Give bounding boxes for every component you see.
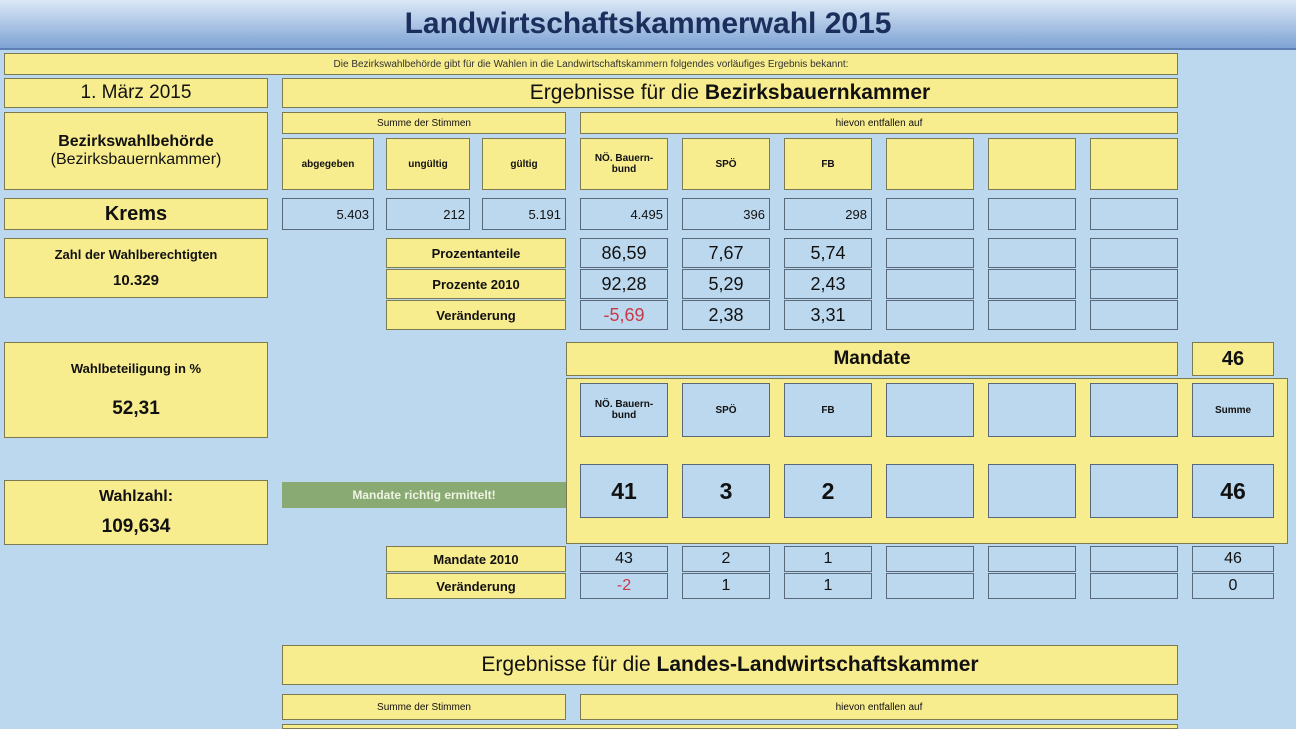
wahlzahl-label: Wahlzahl: — [98, 487, 174, 505]
votes-valid-value: 5.191 — [482, 198, 566, 230]
notice-text: Die Bezirkswahlbehörde gibt für die Wahlen in die Landwirtschaftskammern folgendes vorläufiges Ergebnis bekannt: — [333, 58, 849, 70]
bezirk-heading-prefix: Ergebnisse für die — [529, 81, 705, 104]
landes-heading — [282, 645, 1178, 685]
votes-invalid-value: 212 — [386, 198, 470, 230]
mandate-change-noe-bauernbund: -2 — [580, 573, 668, 599]
votes-cast-value: 5.403 — [282, 198, 374, 230]
landes-cells-cutoff — [282, 724, 1178, 729]
pct2010-noe-bauernbund: 92,28 — [580, 269, 668, 299]
party-header-empty — [886, 138, 974, 190]
mandate2010-spoe: 2 — [682, 546, 770, 572]
empty-cell — [1090, 198, 1178, 230]
mandate-total: 46 — [1192, 342, 1274, 376]
empty-cell — [988, 300, 1076, 330]
empty-cell — [988, 546, 1076, 572]
empty-cell — [988, 464, 1076, 518]
pct-spoe: 7,67 — [682, 238, 770, 268]
empty-cell — [1090, 546, 1178, 572]
mandate-sum-value: 46 — [1192, 464, 1274, 518]
mandate2010-fb: 1 — [784, 546, 872, 572]
col-header-abgegeben: abgegeben — [282, 138, 374, 190]
empty-cell — [988, 238, 1076, 268]
bezirk-heading — [282, 78, 1178, 108]
mandate-party-noe-bauernbund: NÖ. Bauern-bund — [580, 383, 668, 437]
row-label-prozentanteile: Prozentanteile — [386, 238, 566, 268]
mandate-value-fb: 2 — [784, 464, 872, 518]
empty-cell — [1090, 464, 1178, 518]
bezirk-heading-strong: Bezirksbauernkammer — [704, 81, 931, 104]
authority-line2: (Bezirksbauernkammer) — [50, 151, 222, 168]
empty-cell — [886, 383, 974, 437]
landes-heading-prefix: Ergebnisse für die — [481, 653, 657, 676]
eligible-label: Zahl der Wahlberechtigten — [54, 247, 218, 262]
turnout-box — [4, 342, 268, 438]
eligible-box — [4, 238, 268, 298]
mandate-value-noe-bauernbund: 41 — [580, 464, 668, 518]
empty-cell — [886, 464, 974, 518]
district-name: Krems — [4, 198, 268, 230]
wahlzahl-box — [4, 480, 268, 545]
empty-cell — [1090, 300, 1178, 330]
mandate2010-sum: 46 — [1192, 546, 1274, 572]
wahlzahl-value: 109,634 — [101, 515, 171, 537]
col-header-ungueltig: ungültig — [386, 138, 470, 190]
landes-heading-strong: Landes-Landwirtschaftskammer — [656, 653, 979, 676]
empty-cell — [886, 573, 974, 599]
mandate-change-spoe: 1 — [682, 573, 770, 599]
empty-cell — [988, 269, 1076, 299]
empty-cell — [1090, 238, 1178, 268]
empty-cell — [988, 573, 1076, 599]
page-title: Landwirtschaftskammerwahl 2015 — [404, 7, 892, 40]
mandate-value-spoe: 3 — [682, 464, 770, 518]
mandate-party-spoe: SPÖ — [682, 383, 770, 437]
row-label-prozente-2010: Prozente 2010 — [386, 269, 566, 299]
party-header-noe-bauernbund: NÖ. Bauern-bund — [580, 138, 668, 190]
mandate-heading: Mandate — [566, 342, 1178, 376]
mandate2010-noe-bauernbund: 43 — [580, 546, 668, 572]
date-field: 1. März 2015 — [4, 78, 268, 108]
empty-cell — [886, 546, 974, 572]
pct2010-fb: 2,43 — [784, 269, 872, 299]
landes-sum-header: Summe der Stimmen — [282, 694, 566, 720]
landes-hiervon-header: hievon entfallen auf — [580, 694, 1178, 720]
party-votes-noe-bauernbund: 4.495 — [580, 198, 668, 230]
eligible-value: 10.329 — [113, 272, 159, 289]
change-fb: 3,31 — [784, 300, 872, 330]
col-header-gueltig: gültig — [482, 138, 566, 190]
empty-cell — [886, 300, 974, 330]
empty-cell — [1090, 573, 1178, 599]
party-header-empty — [988, 138, 1076, 190]
party-header-empty — [1090, 138, 1178, 190]
mandate-status-badge: Mandate richtig ermittelt! — [282, 482, 566, 508]
bezirk-sum-header: Summe der Stimmen — [282, 112, 566, 134]
party-header-spoe: SPÖ — [682, 138, 770, 190]
empty-cell — [886, 238, 974, 268]
empty-cell — [886, 269, 974, 299]
turnout-label: Wahlbeteiligung in % — [70, 360, 202, 376]
empty-cell — [1090, 269, 1178, 299]
authority-line1: Bezirkswahlbehörde — [58, 133, 214, 150]
row-label-mandate-2010: Mandate 2010 — [386, 546, 566, 572]
mandate-change-fb: 1 — [784, 573, 872, 599]
bezirk-hiervon-header: hievon entfallen auf — [580, 112, 1178, 134]
pct-fb: 5,74 — [784, 238, 872, 268]
mandate-summe-header: Summe — [1192, 383, 1274, 437]
change-noe-bauernbund: -5,69 — [580, 300, 668, 330]
authority-box — [4, 112, 268, 190]
change-spoe: 2,38 — [682, 300, 770, 330]
party-header-fb: FB — [784, 138, 872, 190]
party-votes-fb: 298 — [784, 198, 872, 230]
row-label-mandate-veraenderung: Veränderung — [386, 573, 566, 599]
empty-cell — [988, 198, 1076, 230]
notice-banner — [4, 53, 1178, 75]
turnout-value: 52,31 — [112, 397, 160, 419]
pct-noe-bauernbund: 86,59 — [580, 238, 668, 268]
mandate-party-fb: FB — [784, 383, 872, 437]
empty-cell — [1090, 383, 1178, 437]
empty-cell — [988, 383, 1076, 437]
empty-cell — [886, 198, 974, 230]
pct2010-spoe: 5,29 — [682, 269, 770, 299]
row-label-veraenderung: Veränderung — [386, 300, 566, 330]
mandate-change-sum: 0 — [1192, 573, 1274, 599]
party-votes-spoe: 396 — [682, 198, 770, 230]
title-bar — [0, 0, 1296, 50]
